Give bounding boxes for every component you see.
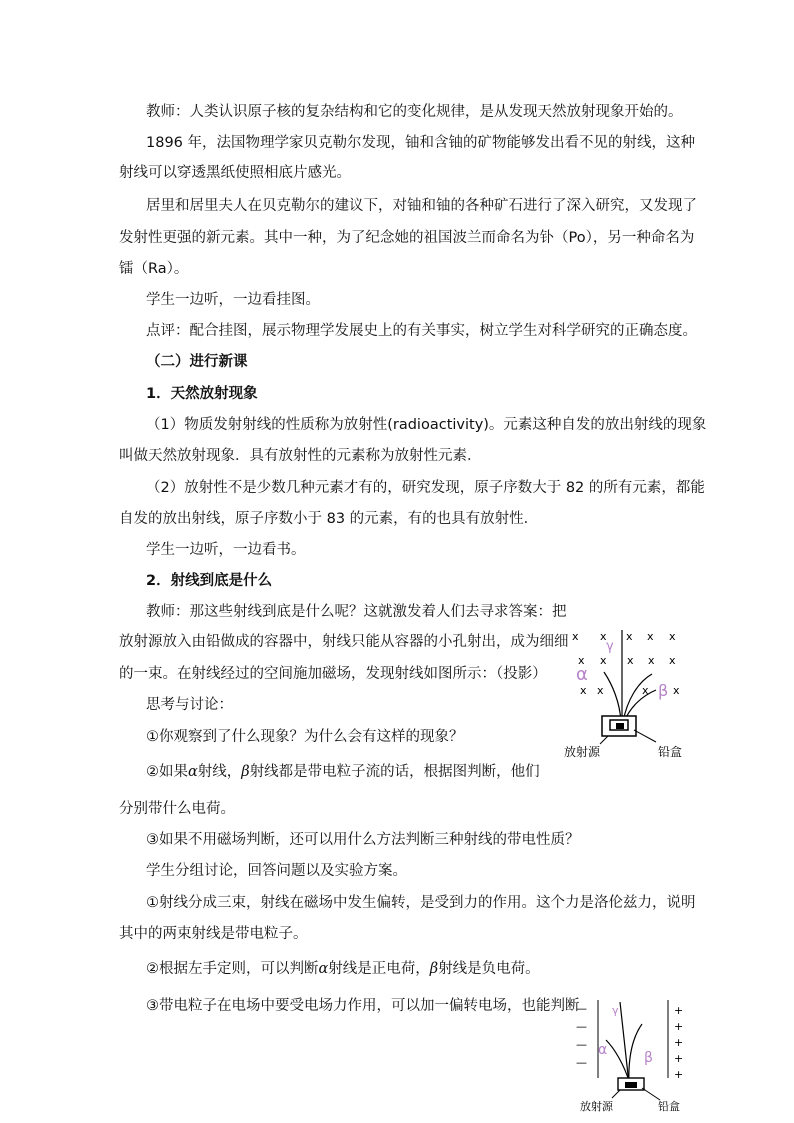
- para-group-discussion: 学生分组讨论，回答问题以及实验方案。: [146, 863, 407, 879]
- para-student-listen-2: 学生一边听，一边看书。: [146, 542, 306, 558]
- beta-label: β: [644, 1050, 653, 1066]
- para-student-listen-1: 学生一边听，一边看挂图。: [146, 292, 320, 308]
- field-mark: x: [626, 630, 633, 643]
- box-pointer: [634, 730, 656, 742]
- para-becquerel-2: 射线可以穿透黑纸使照相底片感光。: [119, 165, 351, 181]
- box-label: 铅盒: [658, 745, 683, 759]
- subheading-natural-radioactivity: 1．天然放射现象: [146, 386, 258, 402]
- field-mark: x: [669, 630, 676, 643]
- field-mark: x: [600, 654, 607, 667]
- question-2-cont: 分别带什么电荷。: [119, 801, 235, 817]
- answer-1-line-2: 其中的两束射线是带电粒子。: [119, 926, 308, 942]
- field-mark: x: [597, 684, 604, 697]
- gamma-label: γ: [612, 1004, 619, 1017]
- answer-2: [146, 959, 540, 979]
- negative-sign: —: [576, 1038, 587, 1051]
- para-teacher-question-2: 放射源放入由铅做成的容器中，射线只能从容器的小孔射出，成为细细: [119, 634, 569, 650]
- para-radioactivity-def-2: 叫做天然放射现象．具有放射性的元素称为放射性元素．: [119, 448, 482, 464]
- gamma-label: γ: [606, 639, 614, 654]
- positive-sign: +: [674, 1036, 684, 1049]
- para-atomic-number-2: 自发的放出射线，原子序数小于 83 的元素，有的也具有放射性．: [119, 511, 539, 527]
- field-mark: x: [578, 654, 585, 667]
- field-mark: x: [627, 654, 634, 667]
- alpha-label: α: [576, 664, 588, 685]
- field-mark: x: [642, 684, 649, 697]
- radioactive-source: [625, 1082, 637, 1088]
- beta-symbol: β: [241, 764, 250, 780]
- alpha-symbol: α: [318, 961, 329, 977]
- figure-magnetic-deflection: [560, 622, 700, 764]
- source-label: 放射源: [564, 745, 601, 759]
- para-teacher-question-1: 教师：那这些射线到底是什么呢？这就激发着人们去寻求答案：把: [146, 604, 567, 620]
- question-3: ③如果不用磁场判断，还可以用什么方法判断三种射线的带电性质？: [146, 832, 580, 848]
- answer-3: ③带电粒子在电场中要受电场力作用，可以加一偏转电场，也能判断: [146, 998, 580, 1014]
- positive-charges: [674, 1004, 683, 1081]
- answer-2-post: 射线是负电荷。: [438, 961, 540, 977]
- source-pointer: [600, 736, 608, 744]
- para-teacher-question-3: 的一束。在射线经过的空间施加磁场，发现射线如图所示：（投影）: [119, 666, 547, 682]
- para-teacher-intro: 教师：人类认识原子核的复杂结构和它的变化规律，是从发现天然放射现象开始的。: [146, 104, 683, 120]
- para-curie-2: 发射性更强的新元素。其中一种，为了纪念她的祖国波兰而命名为钋（Po），另一种命名为: [119, 230, 695, 246]
- negative-charges: [576, 1002, 587, 1069]
- field-mark: x: [669, 654, 676, 667]
- para-curie-1: 居里和居里夫人在贝克勒尔的建议下，对铀和铀的各种矿石进行了深入研究，又发现了: [146, 198, 697, 214]
- para-becquerel-1: 1896 年，法国物理学家贝克勒尔发现，铀和含铀的矿物能够发出看不见的射线，这种: [146, 135, 696, 151]
- negative-sign: —: [576, 1002, 587, 1015]
- negative-sign: —: [576, 1056, 587, 1069]
- question-2: [146, 762, 540, 782]
- field-mark: x: [648, 654, 655, 667]
- alpha-ray: [604, 672, 621, 722]
- beta-label: β: [658, 681, 669, 700]
- alpha-ray: [629, 1024, 642, 1084]
- field-mark: x: [580, 684, 587, 697]
- positive-sign: +: [674, 1020, 684, 1033]
- para-radioactivity-def-1: （1）物质发射射线的性质称为放射性(radioactivity)。元素这种自发的放出射线的现象: [146, 417, 707, 433]
- answer-2-pre: ②根据左手定则，可以判断: [146, 961, 319, 977]
- field-mark: x: [572, 630, 579, 643]
- gamma-ray: [620, 1002, 629, 1084]
- answer-1-line-1: ①射线分成三束，射线在磁场中发生偏转，是受到力的作用。这个力是洛伦兹力，说明: [146, 895, 696, 911]
- negative-sign: —: [576, 1020, 587, 1033]
- alpha-label: α: [598, 1042, 608, 1058]
- question-2-pre: ②如果: [146, 764, 188, 780]
- para-atomic-number-1: （2）放射性不是少数几种元素才有的，研究发现，原子序数大于 82 的所有元素，都能: [146, 480, 705, 496]
- figure-electric-deflection: [570, 998, 694, 1118]
- radioactive-source: [616, 723, 624, 729]
- beta-symbol: β: [429, 961, 439, 977]
- answer-2-mid: 射线是正电荷，: [328, 961, 430, 977]
- question-2-mid: 射线，: [197, 764, 242, 780]
- para-think-discuss: 思考与讨论：: [146, 697, 233, 713]
- positive-sign: +: [674, 1052, 684, 1065]
- subheading-what-are-rays: 2．射线到底是什么: [146, 573, 273, 589]
- question-1: ①你观察到了什么现象？为什么会有这样的现象？: [146, 729, 464, 745]
- positive-sign: +: [674, 1068, 684, 1081]
- box-label: 铅盒: [658, 1100, 680, 1113]
- section-heading-new-lesson: （二）进行新课: [146, 354, 248, 370]
- para-curie-3: 镭（Ra）。: [119, 261, 189, 277]
- positive-sign: +: [674, 1004, 684, 1017]
- source-label: 放射源: [580, 1100, 613, 1113]
- alpha-symbol: α: [188, 764, 198, 780]
- field-mark: x: [600, 630, 607, 643]
- question-2-post: 射线都是带电粒子流的话，根据图判断，他们: [249, 764, 540, 780]
- box-pointer: [642, 1088, 660, 1100]
- field-mark: x: [647, 630, 654, 643]
- field-mark: x: [673, 684, 680, 697]
- para-comment: 点评：配合挂图，展示物理学发展史上的有关事实，树立学生对科学研究的正确态度。: [146, 323, 697, 339]
- source-pointer: [612, 1090, 620, 1098]
